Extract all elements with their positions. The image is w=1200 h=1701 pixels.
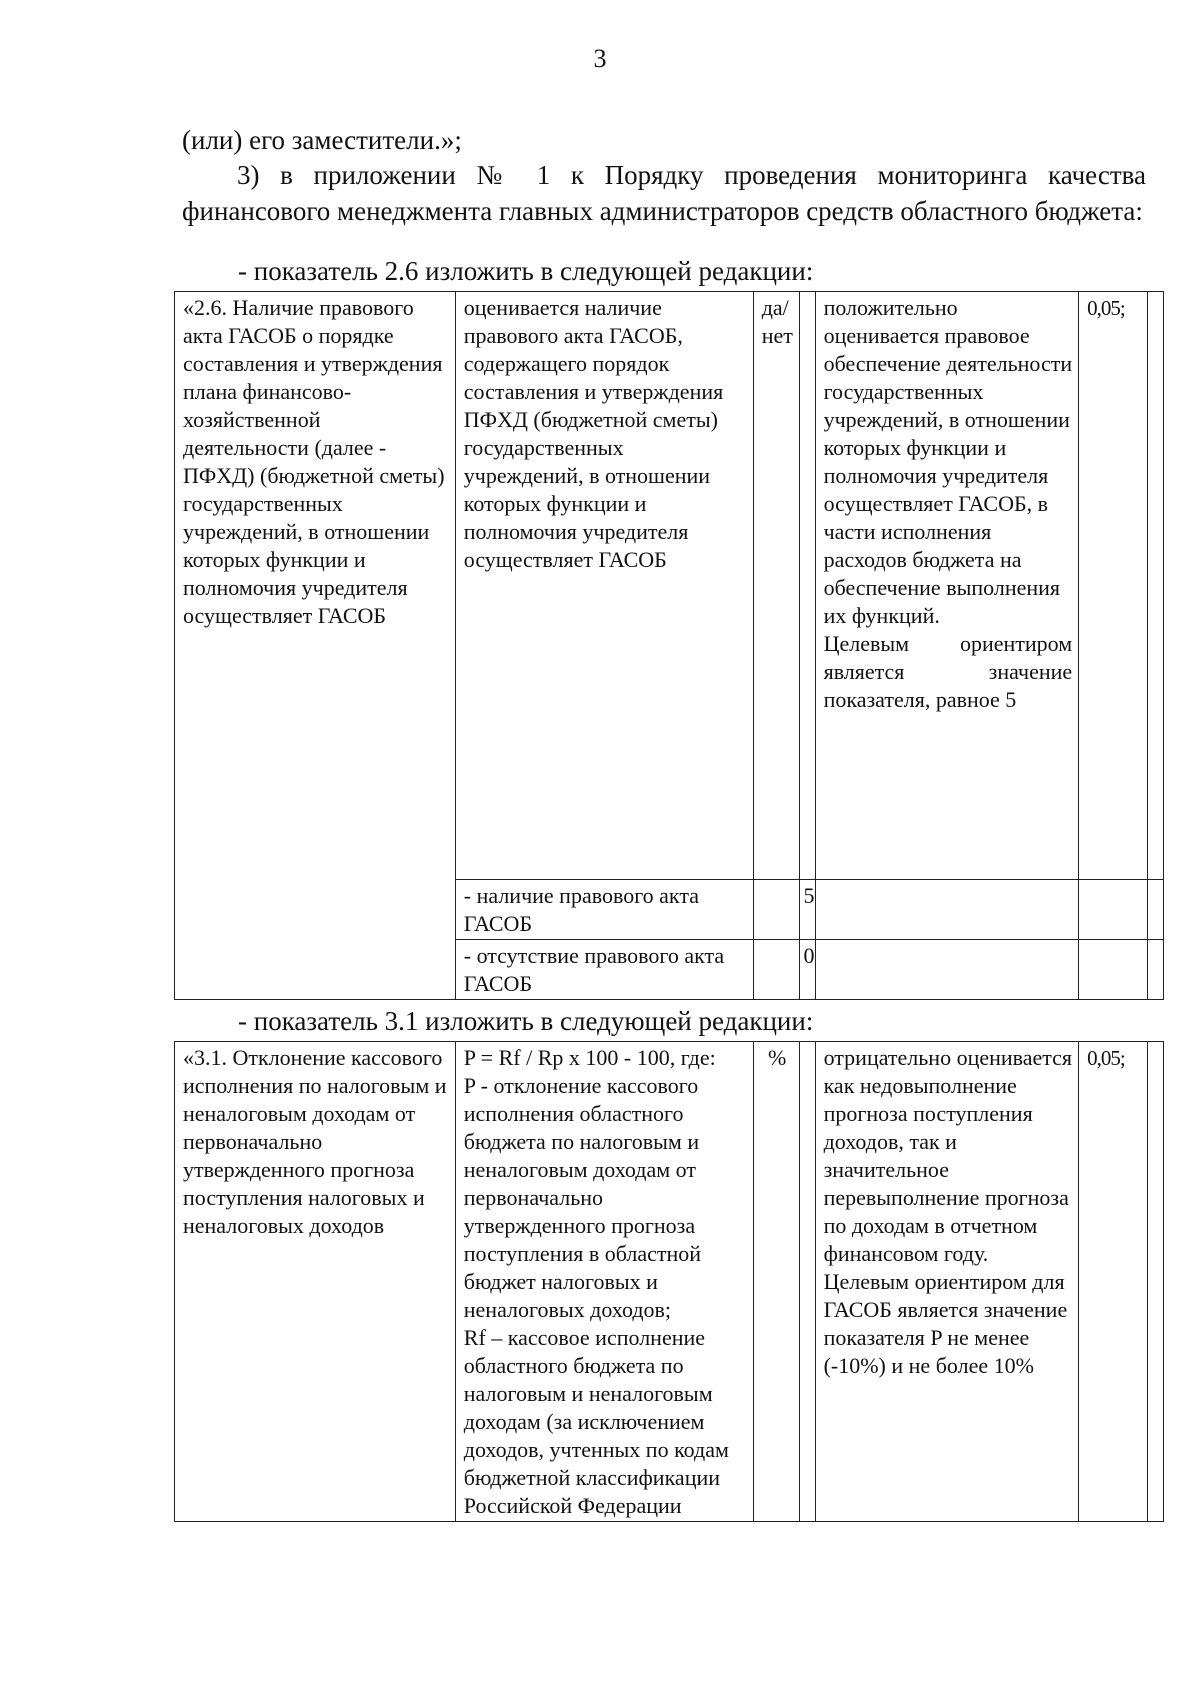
indicator-table-2-6 [174, 291, 1164, 1000]
indicator-method: оценивается наличие правового акта ГАСОБ, содержащего порядок составления и утверждения ПФХД (бюджетной сметы) государственных учреждений, в отношении которых функции и полномочия учредителя осуществляет ГАСОБ [455, 292, 753, 880]
indicator-target: Целевым ориентиром для ГАСОБ является значение показателя P не менее (-10%) и не более 10% [823, 1269, 1068, 1378]
table2-subtitle: - показатель 3.1 изложить в следующей редакции: [238, 1006, 814, 1036]
indicator-method: P = Rf / Rp x 100 - 100, где: P - отклонение кассового исполнения областного бюджета по налоговым и неналоговым доходам от первоначально утвержденного прогноза поступления в областной бюджет налоговых и неналоговых доходов; Rf – кассовое исполнение областного бюджета по налоговым и неналоговым доходам (за исключением доходов, учтенных по кодам бюджетной классификации Российской Федерации [455, 1042, 753, 1522]
option-score: 0 [799, 940, 815, 1000]
indicator-comment: отрицательно оценивается как недовыполнение прогноза поступления доходов, так и значительное перевыполнение прогноза по доходам в отчетном финансовом году. [823, 1045, 1073, 1266]
empty-cell [1079, 940, 1148, 1000]
empty-cell [815, 940, 1079, 1000]
indicator-weight: 0,05; [1079, 292, 1148, 880]
indicator-score [799, 292, 815, 880]
indicator-comment: положительно оценивается правовое обеспечение деятельности государственных учреждений, в отношении которых функции и полномочия учредителя осуществляет ГАСОБ, в части исполнения расходов бюджета на обеспечение выполнения их функций. [823, 295, 1073, 628]
intro-line: (или) его заместители.»; [182, 125, 462, 155]
intro-paragraph: 3) в приложении № 1 к Порядку проведения мониторинга качества финансового менеджмента главных администраторов средств областного бюджета: [182, 160, 1146, 226]
indicator-comment-cell [815, 292, 1079, 880]
empty-cell [1147, 292, 1163, 880]
indicator-unit: да/ нет [753, 292, 799, 880]
option-method: - отсутствие правового акта ГАСОБ [455, 940, 753, 1000]
empty-cell [1147, 940, 1163, 1000]
empty-cell [1079, 880, 1148, 940]
indicator-weight: 0,05; [1079, 1042, 1148, 1522]
indicator-name: «2.6. Наличие правового акта ГАСОБ о порядке составления и утверждения плана финансово-хозяйственной деятельности (далее - ПФХД) (бюджетной сметы) государственных учреждений, в отношении которых функции и полномочия учредителя осуществляет ГАСОБ [175, 292, 456, 1000]
empty-cell [1147, 1042, 1163, 1522]
indicator-comment-cell [815, 1042, 1079, 1522]
empty-cell [753, 880, 799, 940]
indicator-target: Целевым ориентиром является значение показателя, равное 5 [823, 631, 1073, 712]
indicator-score [799, 1042, 815, 1522]
page-number: 3 [593, 44, 607, 73]
indicator-table-3-1 [174, 1041, 1164, 1522]
option-score: 5 [799, 880, 815, 940]
table-row [175, 1042, 1164, 1522]
table-row [175, 292, 1164, 880]
indicator-unit: % [753, 1042, 799, 1522]
indicator-name: «3.1. Отклонение кассового исполнения по налоговым и неналоговым доходам от первоначально утвержденного прогноза поступления налоговых и неналоговых доходов [175, 1042, 456, 1522]
empty-cell [815, 880, 1079, 940]
empty-cell [753, 940, 799, 1000]
empty-cell [1147, 880, 1163, 940]
option-method: - наличие правового акта ГАСОБ [455, 880, 753, 940]
table1-subtitle: - показатель 2.6 изложить в следующей редакции: [238, 256, 814, 286]
